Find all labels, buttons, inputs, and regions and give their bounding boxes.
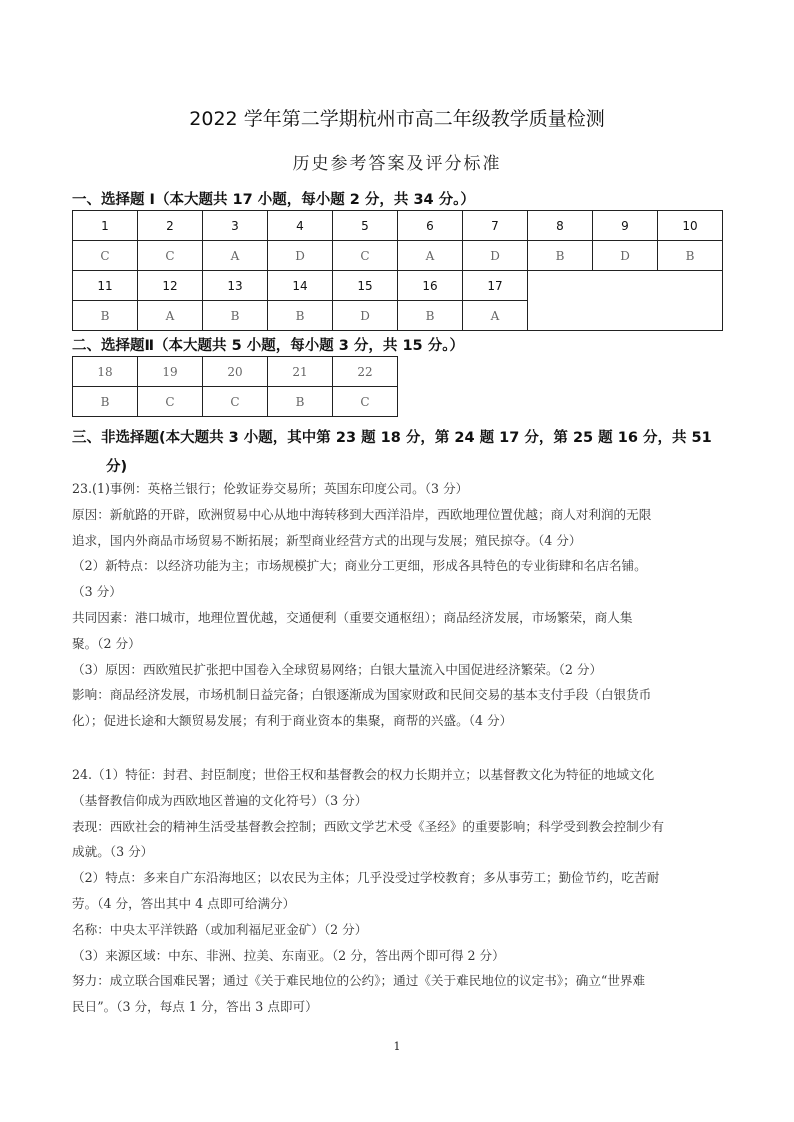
text-line: 原因：新航路的开辟，欧洲贸易中心从地中海转移到大西洋沿岸，西欧地理位置优越；商人对利润的无限: [72, 506, 652, 522]
answer-cell: C: [333, 387, 398, 417]
answer-cell: C: [73, 241, 138, 271]
table-row: [73, 241, 723, 271]
question-number: 4: [268, 211, 333, 241]
text-line: 聚。（2 分）: [72, 635, 141, 651]
text-line: 影响：商品经济发展，市场机制日益完备；白银逐渐成为国家财政和民间交易的基本支付手段（白银货币: [72, 687, 652, 703]
answer-cell: B: [268, 387, 333, 417]
text-line: 劳。（4 分，答出其中 4 点即可给满分）: [72, 895, 296, 911]
page-subtitle: 历史参考答案及评分标准: [292, 154, 502, 174]
question-number: 5: [333, 211, 398, 241]
page-title: 2022 学年第二学期杭州市高二年级教学质量检测: [189, 108, 605, 130]
text-line: （2）特点：多来自广东沿海地区；以农民为主体；几乎没受过学校教育；多从事劳工；勤俭节约，吃苦耐: [72, 870, 660, 886]
answer-cell: C: [333, 241, 398, 271]
answer-cell: B: [203, 301, 268, 331]
answer-cell: D: [593, 241, 658, 271]
text-line: （3）原因：西欧殖民扩张把中国卷入全球贸易网络；白银大量流入中国促进经济繁荣。（2 分）: [72, 661, 603, 677]
section3-heading-line2: 分): [106, 459, 128, 475]
table-row: [73, 357, 398, 387]
section2-heading: 二、选择题Ⅱ（本大题共 5 小题，每小题 3 分，共 15 分。）: [72, 338, 464, 354]
answer-table-1: [72, 210, 723, 331]
answer-cell: B: [268, 301, 333, 331]
table-row: [73, 387, 398, 417]
answer-cell: C: [138, 387, 203, 417]
question-number: 13: [203, 271, 268, 301]
answer-cell: A: [203, 241, 268, 271]
text-line: 表现：西欧社会的精神生活受基督教会控制；西欧文学艺术受《圣经》的重要影响；科学受到教会控制少有: [72, 818, 664, 834]
question-number: 6: [398, 211, 463, 241]
section3-heading: [72, 424, 722, 482]
answer-cell: D: [463, 241, 528, 271]
question-24-answer: [72, 762, 732, 1020]
question-number: 7: [463, 211, 528, 241]
text-line: 23.(1)事例：英格兰银行；伦敦证券交易所；英国东印度公司。（3 分）: [72, 481, 469, 496]
page-number: 1: [393, 1040, 401, 1053]
answer-cell: A: [398, 241, 463, 271]
text-line: （2）新特点：以经济功能为主；市场规模扩大；商业分工更细，形成各具特色的专业街肆和名店名铺。: [72, 558, 647, 574]
answer-cell: D: [268, 241, 333, 271]
question-number: 21: [268, 357, 333, 387]
question-number: 17: [463, 271, 528, 301]
answer-cell: A: [463, 301, 528, 331]
section1-heading: 一、选择题 I（本大题共 17 小题，每小题 2 分，共 34 分。）: [72, 192, 475, 208]
answer-cell: C: [138, 241, 203, 271]
answer-cell: B: [398, 301, 463, 331]
text-line: （3）来源区域：中东、非洲、拉美、东南亚。（2 分，答出两个即可得 2 分）: [72, 947, 505, 963]
answer-cell: A: [138, 301, 203, 331]
question-number: 11: [73, 271, 138, 301]
text-line: 追求，国内外商品市场贸易不断拓展；新型商业经营方式的出现与发展；殖民掠夺。（4 分）: [72, 532, 582, 548]
answer-cell: B: [658, 241, 723, 271]
question-number: 22: [333, 357, 398, 387]
question-number: 15: [333, 271, 398, 301]
answer-cell: B: [528, 241, 593, 271]
answer-cell: B: [73, 301, 138, 331]
answer-table-2: [72, 356, 398, 417]
text-line: 名称：中央太平洋铁路（或加利福尼亚金矿）（2 分）: [72, 921, 368, 937]
question-number: 3: [203, 211, 268, 241]
section3-heading-line1: 三、非选择题(本大题共 3 小题，其中第 23 题 18 分，第 24 题 17 分，第 25 题 16 分，共 51: [72, 430, 712, 446]
question-number: 2: [138, 211, 203, 241]
text-line: 共同因素：港口城市，地理位置优越，交通便利（重要交通枢纽）；商品经济发展，市场繁荣，商人集: [72, 609, 633, 625]
table-row: [73, 271, 723, 301]
table-row: [73, 211, 723, 241]
question-number: 12: [138, 271, 203, 301]
question-number: 18: [73, 357, 138, 387]
text-line: 努力：成立联合国难民署；通过《关于难民地位的公约》；通过《关于难民地位的议定书》；确立“世界难: [72, 973, 646, 989]
question-number: 14: [268, 271, 333, 301]
empty-cell: [528, 271, 723, 331]
answer-cell: B: [73, 387, 138, 417]
text-line: 成就。（3 分）: [72, 844, 154, 860]
question-number: 16: [398, 271, 463, 301]
question-number: 8: [528, 211, 593, 241]
text-line: 民日”。（3 分，每点 1 分，答出 3 点即可）: [72, 999, 318, 1015]
answer-cell: D: [333, 301, 398, 331]
answer-cell: C: [203, 387, 268, 417]
question-23-answer: [72, 476, 732, 734]
question-number: 19: [138, 357, 203, 387]
question-number: 20: [203, 357, 268, 387]
question-number: 1: [73, 211, 138, 241]
text-line: 24.（1）特征：封君、封臣制度；世俗王权和基督教会的权力长期并立；以基督教文化为特征的地域文化: [72, 767, 655, 782]
text-line: （基督教信仰成为西欧地区普遍的文化符号）（3 分）: [72, 792, 368, 808]
text-line: （3 分）: [72, 584, 122, 600]
text-line: 化）；促进长途和大额贸易发展；有利于商业资本的集聚，商帮的兴盛。（4 分）: [72, 713, 513, 729]
question-number: 9: [593, 211, 658, 241]
question-number: 10: [658, 211, 723, 241]
